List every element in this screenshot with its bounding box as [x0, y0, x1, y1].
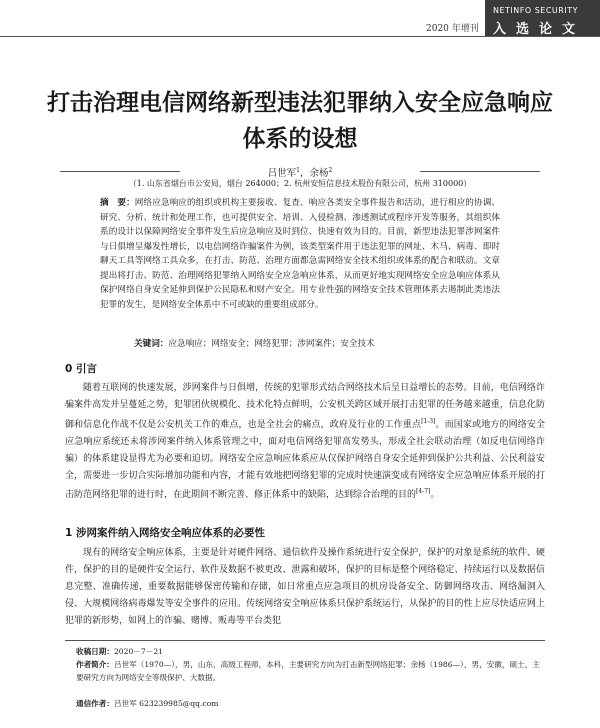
abstract	[100, 196, 500, 312]
issue-label: 2020 年增刊	[426, 24, 479, 34]
paragraph	[65, 380, 545, 504]
bio-text: 吕世军（1970—），男，山东，高级工程师，本科，主要研究方向为打击新型网络犯罪；余杨（1986—），男，安徽，硕士，主要研究方向为网络安全等级保护、大数据。	[76, 660, 540, 682]
corresponding-author	[76, 698, 546, 711]
author-affil-mark: 2	[328, 166, 333, 174]
abstract-text: 网络应急响应的组织或机构主要接收、复查、响应各类安全事件报告和活动，进行相应的协调、研究、分析、统计和处理工作，也可提供安全、培训、入侵检测、渗透测试或程序开发等服务，其组织体系的设计以保障网络安全事件发生后应急响应及时到位、快速有效为目的。目前，新型违法犯罪涉网案件与日俱增呈爆发性增长，以电信网络诈骗案件为例，该类型案件用于违法犯罪的网址、木马、病毒、即时聊天工具等网络工具众多，在打击、防范、治理方面都急需网络安全技术组织或体系的配合和联动。文章提出将打击、防范、治理网络犯罪纳入网络安全应急响应体系，从而更好地实现网络安全应急响应体系从保护网络自身安全延伸到保护公民隐私和财产安全。用专业性强的网络安全技术管理体系去遏制此类违法犯罪的发生，是网络安全体系中不可或缺的重要组成部分。	[100, 198, 500, 310]
paragraph-text: 。而国家或地方的网络安全应急响应系统还未将涉网案件纳入体系管理之中，面对电信网络犯罪高发势头，形成全社会联动治理（如反电信网络诈骗）的体系建设显得尤为必要和迫切。网络安全应急响应体系应从仅保护网络自身安全延伸到保护公共利益、公民利益安全，需要进一步切合实际增加功能和内容，才能有效地把网络犯罪的完成时快速演变成有网络安全应急响应体系开展的打击防范网络犯罪的进行时，在此期间不断完善、修正体系中的缺陷，达到综合治理的目的	[65, 419, 545, 501]
contact-label: 通信作者：	[76, 699, 114, 708]
section-heading: 0 引言	[65, 363, 97, 375]
section-label: 入选论文	[493, 22, 586, 37]
paper-title: 打击治理电信网络新型违法犯罪纳入安全应急响应体系的设想	[47, 89, 553, 152]
bio-label: 作者简介：	[76, 660, 114, 669]
citation: [4-7]	[416, 488, 431, 496]
received-date	[76, 646, 546, 659]
citation: [1-3]	[421, 417, 436, 425]
keywords	[134, 337, 534, 349]
author-rule-right	[420, 171, 540, 172]
abstract-label: 摘 要：	[100, 198, 135, 208]
received-value: 2020－7－21	[113, 647, 163, 656]
author-name: 吕世军	[267, 168, 297, 179]
paragraph-text: 随着互联网的快速发展，涉网案件与日俱增，传统的犯罪形式结合网络技术后呈日益增长的态势。目前，电信网络诈骗案件高发并呈蔓延之势，犯罪团伙规模化、技术化特点鲜明，公安机关跨区域开展打击犯罪的任务越来越重，信息化防御和信息化作战不仅是公安机关工作的难点，也是全社会的痛点，政府及行业的工作重点	[65, 383, 545, 430]
received-label: 收稿日期：	[76, 647, 114, 656]
authors-row	[60, 165, 540, 177]
contact-text: 吕世军 623239985@qq.com	[113, 699, 219, 708]
author-name: 余杨	[309, 168, 329, 179]
section-banner	[485, 0, 600, 36]
author-separator: ，	[299, 168, 310, 179]
affiliations: （1. 山东省烟台市公安局，烟台 264000；2. 杭州安恒信息技术股份有限公司，杭州 310000）	[128, 179, 472, 188]
paragraph: 现有的网络安全响应体系，主要是针对硬件网络、通信软件及操作系统进行安全保护，保护的对象是系统的软件、硬件，保护的目的是硬件安全运行、软件及数据不被更改、泄露和破坏，保护的目标是整个网络稳定、持续运行以及数据信息完整、准确传递，重要数据能够保密传输和存储，如日常重点应急项目的机房设备安全、防御网络攻击、网络漏洞入侵、大规模网络病毒爆发等安全事件的应用。传统网络安全响应体系只保护系统运行，从保护的目的性上应尽快适应网上犯罪的新形势，如网上的诈骗、赌博、贩毒等平台类犯	[65, 548, 545, 626]
author-affil-mark: 1	[296, 166, 300, 174]
section-heading: 1 涉网案件纳入网络安全响应体系的必要性	[65, 527, 265, 539]
keywords-label: 关键词：	[134, 339, 169, 349]
authors	[60, 165, 540, 179]
author-bio	[76, 659, 546, 684]
journal-logo-text: NETINFO SECURITY	[493, 6, 578, 15]
paragraph-text: 。	[430, 490, 440, 501]
footnote-rule	[65, 640, 545, 641]
keywords-text: 应急响应；网络安全；网络犯罪；涉网案件；安全技术	[168, 339, 375, 349]
